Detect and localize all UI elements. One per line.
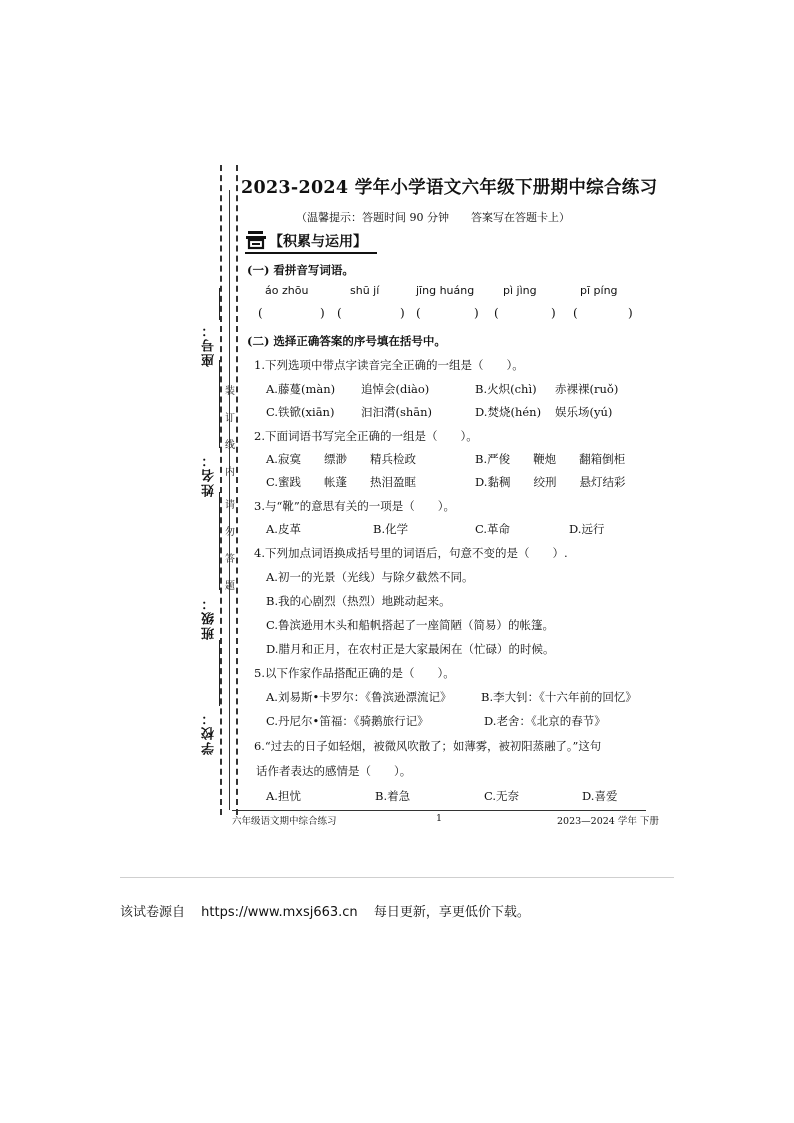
binding-dashed-line-outer	[220, 165, 222, 815]
answer-paren-close: )	[628, 306, 633, 320]
option: B.李大钊：《十六年前的回忆》	[481, 690, 637, 704]
name-label: 姓名：	[202, 452, 217, 497]
class-label: 班级：	[202, 595, 217, 640]
pinyin-item: shū jí	[350, 284, 380, 297]
binding-char: 装	[225, 386, 235, 397]
option: 汩汩潸(shān)	[361, 405, 433, 419]
source-link[interactable]: https://www.mxsj663.cn	[201, 905, 358, 920]
binding-dashed-line-inner	[236, 165, 238, 815]
pinyin-item: áo zhōu	[265, 284, 309, 297]
option: 赤裸裸(ruǒ)	[555, 382, 619, 396]
option: C.无奈	[484, 789, 520, 803]
question-6-cont: 话作者表达的感情是（ ）。	[256, 764, 412, 778]
binding-char: 请	[225, 500, 235, 511]
school-label: 学校：	[202, 710, 217, 755]
tip-answer: 答案写在答题卡上）	[471, 211, 570, 224]
option: 娱乐场(yú)	[555, 405, 613, 419]
question-5: 5.以下作家作品搭配正确的是（ ）。	[254, 666, 455, 680]
section-title: 【积累与运用】	[269, 234, 367, 250]
option: C.蜜践 帐蓬 热泪盈眶	[266, 475, 417, 489]
pinyin-item: pī píng	[580, 284, 618, 297]
answer-paren-close: )	[474, 306, 479, 320]
seat-blank	[219, 288, 220, 320]
exam-title: 2023-2024 学年小学语文六年级下册期中综合练习	[241, 178, 658, 198]
footer-right: 2023—2024 学年 下册	[557, 816, 659, 827]
answer-paren-open: (	[416, 306, 421, 320]
page-number: 1	[436, 813, 443, 824]
answer-paren-close: )	[400, 306, 405, 320]
divider	[120, 877, 674, 878]
answer-paren-open: (	[337, 306, 342, 320]
question-2: 2.下面词语书写完全正确的一组是（ ）。	[254, 429, 478, 443]
binding-char: 答	[225, 554, 235, 565]
option: B.我的心剧烈（热烈）地跳动起来。	[266, 594, 451, 608]
binding-char: 题	[225, 581, 235, 592]
option: D.焚烧(hén)	[475, 405, 542, 419]
answer-paren-close: )	[551, 306, 556, 320]
question-6: 6.“过去的日子如轻烟，被微风吹散了；如薄雾，被初阳蒸融了。”这句	[254, 739, 602, 753]
question-4: 4.下列加点词语换成括号里的词语后，句意不变的是（ ）.	[254, 546, 568, 560]
binding-char: 订	[225, 413, 235, 424]
option: D.远行	[569, 522, 605, 536]
answer-paren-open: (	[258, 306, 263, 320]
option: B.化学	[373, 522, 409, 536]
pinyin-item: pì jìng	[503, 284, 537, 297]
source-line	[120, 901, 542, 920]
part2-title: (二) 选择正确答案的序号填在括号中。	[247, 334, 446, 348]
question-3: 3.与“靴”的意思有关的一项是（ ）。	[254, 499, 455, 513]
option: D.老舍：《北京的春节》	[484, 714, 606, 728]
name-blank	[219, 360, 220, 448]
answer-paren-open: (	[573, 306, 578, 320]
footer-rule	[232, 810, 646, 811]
option: 追悼会(diào)	[361, 382, 430, 396]
option: B.火炽(chì)	[475, 382, 537, 396]
part1-title: (一) 看拼音写词语。	[247, 263, 354, 277]
tip-time: （温馨提示：答题时间 90 分钟	[296, 211, 449, 224]
section-decoration-icon	[245, 230, 267, 250]
section-heading	[245, 230, 367, 251]
class-blank	[219, 492, 220, 590]
question-1: 1.下列选项中带点字读音完全正确的一组是（ ）。	[254, 358, 524, 372]
option: C.铁锨(xiān)	[266, 405, 335, 419]
section-underline	[245, 252, 377, 254]
source-prefix: 该试卷源自	[120, 905, 186, 920]
option: A.担忧	[266, 789, 301, 803]
option: A.寂寞 缥渺 精兵检政	[266, 452, 416, 466]
option: D.黏稠 绞刑 悬灯结彩	[475, 475, 626, 489]
option: D.腊月和正月，在农村正是大家最闲在（忙碌）的时候。	[266, 642, 555, 656]
source-suffix: 每日更新，享更低价下载。	[373, 905, 530, 920]
option: A.藤蔓(màn)	[266, 382, 336, 396]
option: B.着急	[375, 789, 411, 803]
answer-paren-close: )	[320, 306, 325, 320]
answer-paren-open: (	[494, 306, 499, 320]
option: C.鲁滨逊用木头和船帆搭起了一座简陋（简易）的帐篷。	[266, 618, 555, 632]
exam-tip	[296, 209, 592, 225]
binding-char: 线	[225, 440, 235, 451]
option: A.初一的光景（光线）与除夕截然不同。	[266, 570, 474, 584]
binding-char: 内	[225, 467, 235, 478]
footer-left: 六年级语文期中综合练习	[232, 816, 337, 827]
option: A.刘易斯•卡罗尔：《鲁滨逊漂流记》	[266, 690, 452, 704]
option: C.丹尼尔•笛福：《骑鹅旅行记》	[266, 714, 429, 728]
option: D.喜爱	[582, 789, 618, 803]
option: C.革命	[475, 522, 511, 536]
option: B.严俊 鞭炮 翻箱倒柜	[475, 452, 626, 466]
seat-label: 座号：	[202, 322, 217, 367]
binding-char: 勿	[225, 527, 235, 538]
pinyin-item: jīng huáng	[416, 284, 475, 297]
school-blank	[219, 640, 220, 706]
option: A.皮革	[266, 522, 301, 536]
